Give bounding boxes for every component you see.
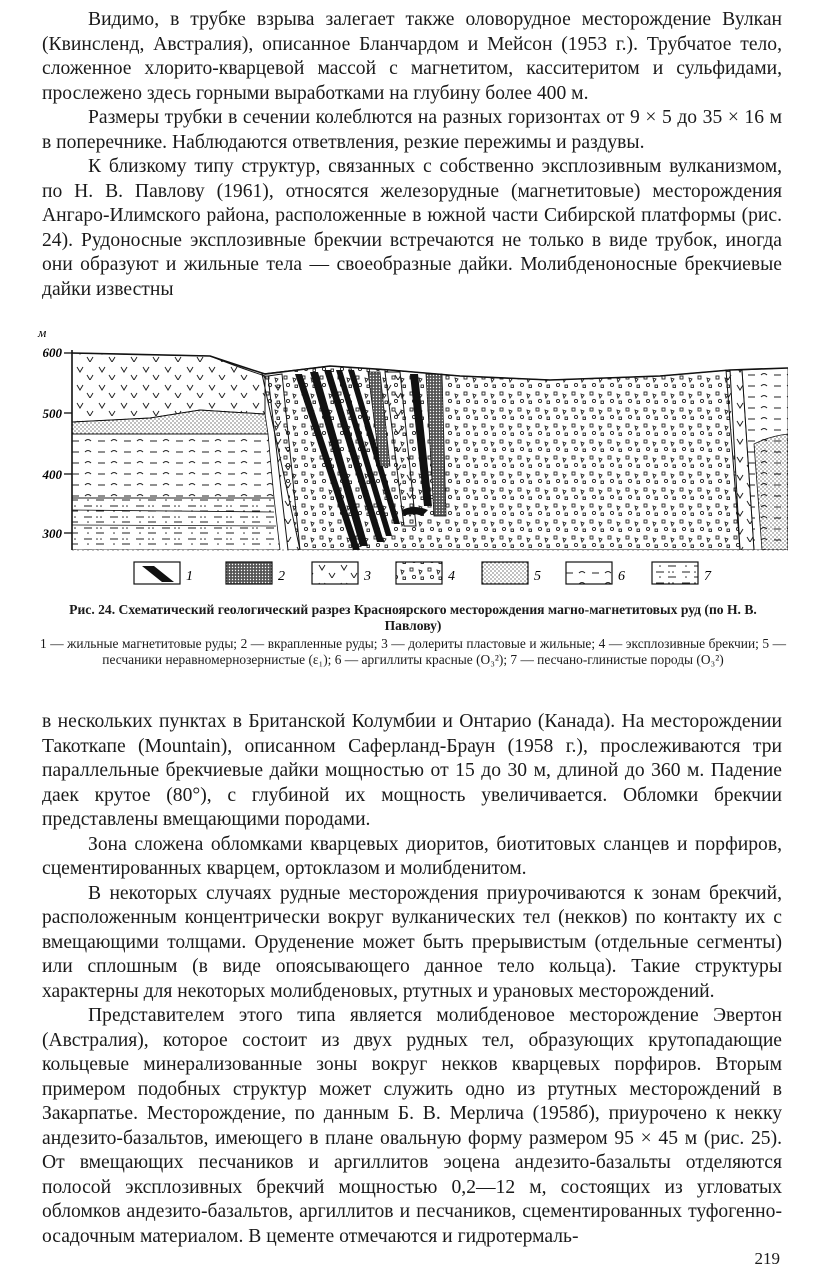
paragraph: Размеры трубки в сечении колеблются на разных горизонтах от 9 × 5 до 35 × 16 м в поперечнике. Наблюдаются ответвления, резкие пережимы и раздувы. bbox=[42, 107, 782, 153]
legend-swatch-argillite bbox=[566, 562, 612, 584]
text-block-top bbox=[42, 8, 782, 302]
paragraph: Зона сложена обломками кварцевых диоритов, биотитовых сланцев и порфиров, сцементированных кварцем, ортоклазом и молибденитом. bbox=[42, 833, 782, 879]
legend-swatch-explosive-breccia bbox=[396, 562, 442, 584]
paragraph: Представителем этого типа является молибденовое месторождение Эвертон (Австралия), которое состоит из двух рудных тел, образующих крутопадающие кольцевые минерализованные зоны вокруг некков кварцевых порфиров. Вторым примером подобных структур может служить одно из ртутных месторождений в Закарпатье. Месторождение, по данным Б. В. Мерлича (1958б), приурочено к некку андезито-базальтов, имеющего в плане овальную форму размером 95 × 45 м (рис. 25). От вмещающих песчаников и аргиллитов эоцена андезито-базальты отделяются полосой эксплозивных брекчий мощностью 0,2—12 м, состоящих из угловатых обломков андезито-базальтов, аргиллитов и песчаников, сцементированных туфогенно-осадочным материалом. В цементе отмечаются и гидротермаль- bbox=[42, 1005, 782, 1247]
legend-swatch-dolerite bbox=[312, 562, 358, 584]
figure-caption-title: Рис. 24. Схематический геологический разрез Красноярского месторождения магно-магнетитовых руд (по Н. В. Павлову) bbox=[69, 602, 757, 633]
legend-swatch-sandy-clay bbox=[652, 562, 698, 584]
page-number: 219 bbox=[754, 1249, 780, 1268]
legend-swatch-sandstone bbox=[482, 562, 528, 584]
elevation-label: 300 bbox=[42, 526, 62, 541]
elevation-label: 500 bbox=[42, 406, 62, 421]
paragraph: К близкому типу структур, связанных с собственно эксплозивным вулканизмом, по Н. В. Павлову (1961), относятся железорудные (магнетитовые) месторождения Ангаро-Илимского района, расположенные в южной части Сибирской платформы (рис. 24). Рудоносные эксплозивные брекчии встречаются не только в виде трубок, иногда они образуют и жильные тела — своеобразные дайки. Молибденоносные брекчиевые дайки известны bbox=[42, 156, 782, 300]
figure-caption-legend: 1 — жильные магнетитовые руды; 2 — вкрапленные руды; 3 — долериты пластовые и жильные; 4 — эксплозивные брекчии; 5 — песчаники неравномернозернистые (ε₁); 6 — аргиллиты красные (O₃²); 7 — песчано-глинистые породы (O₃²) bbox=[40, 636, 786, 667]
legend-swatch-disseminated-ore bbox=[226, 562, 272, 584]
paragraph: в нескольких пунктах в Британской Колумбии и Онтарио (Канада). На месторождении Такоткапе (Mountain), описанном Саферланд-Браун (1958 г.), прослеживаются три параллельные брекчиевые дайки мощностью от 15 до 30 м, длиной до 360 м. Падение даек крутое (80°), с глубиной их мощность увеличивается. Обломки брекчии представлены вмещающими породами. bbox=[42, 711, 782, 830]
paragraph: В некоторых случаях рудные месторождения приурочиваются к зонам брекчий, расположенным концентрически вокруг вулканических тел (некков) по контакту их с вмещающими толщами. Оруденение может быть прерывистым (отдельные сегменты) или сплошным (в виде опоясывающего данное тело кольца). Такие структуры характерны для некоторых молибденовых, ртутных и урановых месторождений. bbox=[42, 882, 782, 1002]
text-block-bottom bbox=[42, 710, 782, 1249]
legend-number: 1 bbox=[186, 569, 193, 584]
legend-number: 2 bbox=[278, 569, 285, 584]
section-body bbox=[72, 353, 788, 550]
paragraph: Видимо, в трубке взрыва залегает также оловорудное месторождение Вулкан (Квинсленд, Австралия), описанное Бланчардом и Мейсон (1953 г.). Трубчатое тело, сложенное хлорито-кварцевой массой с магнетитом, касситеритом и сульфидами, прослежено здесь горными выработками на глубину более 400 м. bbox=[42, 9, 782, 104]
legend-number: 4 bbox=[448, 569, 455, 584]
axis-unit-label: м bbox=[38, 326, 47, 340]
legend-number: 5 bbox=[534, 569, 541, 584]
legend-number: 7 bbox=[704, 569, 711, 584]
figure-legend bbox=[134, 562, 712, 584]
legend-number: 3 bbox=[364, 569, 371, 584]
geologic-cross-section-figure bbox=[30, 326, 800, 594]
elevation-label: 400 bbox=[42, 467, 62, 482]
elevation-label: 600 bbox=[42, 345, 62, 360]
legend-number: 6 bbox=[618, 569, 625, 584]
cross-section-drawing bbox=[30, 326, 800, 594]
